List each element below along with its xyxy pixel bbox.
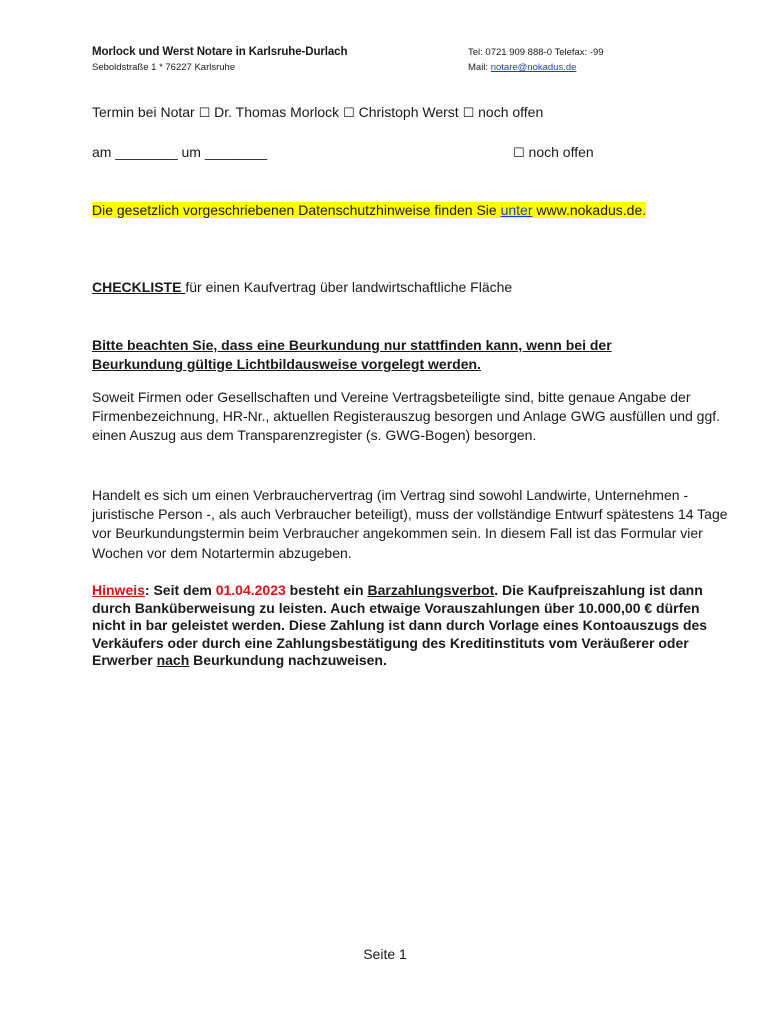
date-offen-option	[513, 143, 594, 163]
hinweis-part-3: Beurkundung nachzuweisen.	[189, 652, 387, 668]
companies-paragraph: Soweit Firmen oder Gesellschaften und Vereine Vertragsbeteiligte sind, bitte genaue Angabe der Firmenbezeichnung, HR-Nr., aktuellen Registerauszug besorgen und Anlage GWG ausfüllen und ggf. einen Auszug aus dem Transparenzregister (s. GWG-Bogen) besorgen.	[92, 389, 721, 444]
option-werst: Christoph Werst	[358, 104, 459, 120]
hinweis-part-2: . Die Kaufpreiszahlung ist dann durch Banküberweisung zu leisten. Auch etwaige Vorauszahlungen über 10.000,00 € dürfen nicht in bar geleistet werden. Diese Zahlung ist dann durch Vorlage eines Kontoauszugs des Verkäufers oder durch eine Zahlungsbestätigung des Kreditinstituts vom Veräußerer oder Erwerber	[92, 582, 708, 668]
termin-line	[92, 103, 543, 123]
checkbox-morlock[interactable]: ☐	[198, 106, 211, 121]
checkbox-date-offen[interactable]: ☐	[513, 146, 525, 161]
datenschutz-text: Die gesetzlich vorgeschriebenen Datenschutzhinweise finden Sie	[92, 202, 501, 218]
id-requirement-notice: Bitte beachten Sie, dass eine Beurkundung nur stattfinden kann, wenn bei der Beurkundung gültige Lichtbildausweise vorgelegt werden.	[92, 337, 612, 372]
hinweis-date: 01.04.2023	[215, 582, 286, 598]
datenschutz-url: www.nokadus.de.	[532, 202, 647, 218]
hinweis-part-1: besteht ein	[285, 582, 368, 598]
option-offen: noch offen	[478, 104, 544, 120]
cash-ban-notice	[92, 582, 732, 670]
date-time-line	[92, 143, 612, 162]
checklist-heading	[92, 278, 512, 297]
letterhead-left	[92, 44, 347, 75]
letterhead-right	[468, 45, 604, 75]
mail-line	[468, 60, 604, 75]
hinweis-label: Hinweis	[92, 582, 145, 598]
option-date-offen: noch offen	[528, 144, 594, 160]
date-time-fields[interactable]: am ________ um ________	[92, 144, 268, 160]
datenschutz-highlight	[92, 202, 646, 218]
checklist-title: CHECKLISTE	[92, 279, 186, 295]
checkbox-offen[interactable]: ☐	[462, 106, 475, 121]
checkbox-werst[interactable]: ☐	[343, 106, 355, 121]
checklist-subtitle: für einen Kaufvertrag über landwirtschaftliche Fläche	[185, 279, 513, 295]
termin-label: Termin bei Notar	[92, 104, 195, 120]
datenschutz-link[interactable]: unter	[500, 202, 533, 218]
firm-address: Seboldstraße 1 * 76227 Karlsruhe	[92, 62, 236, 73]
hinweis-colon: : Seit dem	[144, 582, 216, 598]
hinweis-verbot: Barzahlungsverbot	[367, 582, 495, 598]
hinweis-nach: nach	[156, 652, 190, 668]
mail-label: Mail:	[468, 62, 491, 73]
firm-name: Morlock und Werst Notare in Karlsruhe-Durlach	[92, 46, 348, 58]
datenschutz-notice	[92, 201, 646, 220]
mail-link[interactable]: notare@nokadus.de	[490, 62, 577, 73]
phone-line: Tel: 0721 909 888-0 Telefax: -99	[468, 47, 604, 58]
consumer-contract-paragraph: Handelt es sich um einen Verbrauchervertrag (im Vertrag sind sowohl Landwirte, Unternehmen - juristische Person -, als auch Verbraucher beteiligt), muss der vollständige Entwurf spätestens 14 Tage vor Beurkundungstermin beim Verbraucher angekommen sein. In diesem Fall ist das Formular vier Wochen vor dem Notartermin abzugeben.	[92, 487, 728, 561]
page-number: Seite 1	[363, 946, 407, 962]
option-morlock: Dr. Thomas Morlock	[214, 104, 340, 120]
